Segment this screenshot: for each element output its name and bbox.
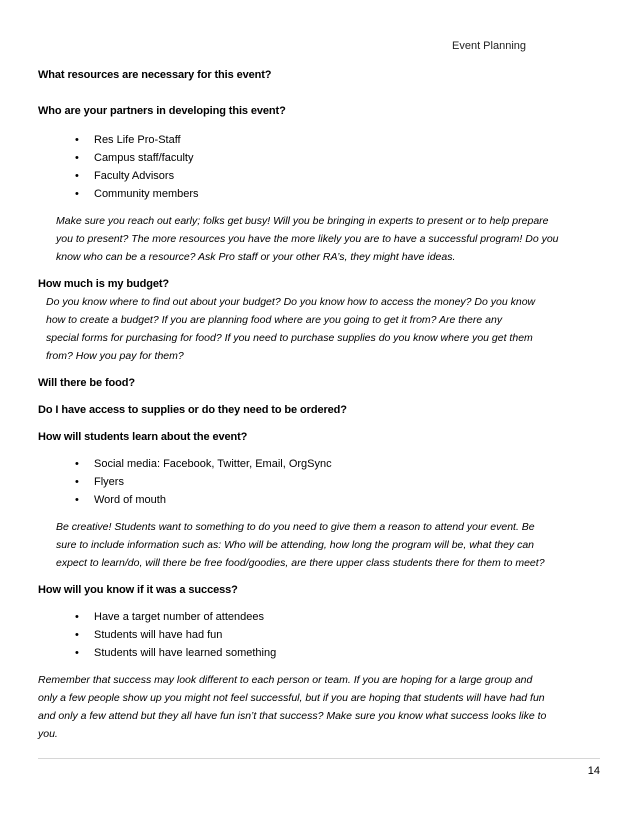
question-food: Will there be food? [38, 377, 135, 389]
success-note [38, 671, 600, 743]
list-item [38, 626, 600, 644]
bullet-icon: • [75, 134, 79, 146]
footer-divider [38, 758, 600, 759]
list-item-text: Social media: Facebook, Twitter, Email, OrgSync [94, 458, 332, 470]
partners-list [38, 131, 600, 203]
bullet-icon: • [75, 152, 79, 164]
note-line: you to present? The more resources you have the more likely you are to have a successful program! Do you [56, 233, 559, 245]
note-line: expect to learn/do, will there be free food/goodies, are there upper class students there for them to meet? [56, 557, 545, 569]
list-item-text: Students will have learned something [94, 647, 277, 659]
bullet-icon: • [75, 494, 79, 506]
note-line: and only a few attend but they all have fun isn’t that success? Make sure you know what success looks like to [38, 710, 547, 722]
list-item-text: Faculty Advisors [94, 170, 175, 182]
bullet-icon: • [75, 647, 79, 659]
question-resources: What resources are necessary for this event? [38, 69, 272, 81]
note-line: how to create a budget? If you are planning food where are you going to get it from? Are there any [46, 314, 503, 326]
list-item-text: Word of mouth [94, 494, 166, 506]
list-item [38, 149, 600, 167]
page-content [38, 66, 600, 743]
question-budget: How much is my budget? [38, 278, 170, 290]
list-item-text: Students will have had fun [94, 629, 223, 641]
list-item-text: Campus staff/faculty [94, 152, 194, 164]
note-line: you. [38, 728, 58, 740]
question-supplies: Do I have access to supplies or do they need to be ordered? [38, 404, 347, 416]
list-item [38, 644, 600, 662]
list-item [38, 473, 600, 491]
note-line: Do you know where to find out about your budget? Do you know how to access the money? Do you know [46, 296, 536, 308]
note-line: Remember that success may look different to each person or team. If you are hoping for a large group and [38, 674, 533, 686]
list-item-text: Community members [94, 188, 199, 200]
learn-note [38, 518, 600, 572]
learn-list [38, 455, 600, 509]
budget-note [38, 293, 600, 365]
question-learn: How will students learn about the event? [38, 431, 248, 443]
note-line: from? How you pay for them? [46, 350, 184, 362]
note-line: special forms for purchasing for food? If you need to purchase supplies do you know where you get them [46, 332, 533, 344]
bullet-icon: • [75, 611, 79, 623]
list-item [38, 185, 600, 203]
bullet-icon: • [75, 476, 79, 488]
question-partners: Who are your partners in developing this event? [38, 105, 286, 117]
note-line: Be creative! Students want to something to do you need to give them a reason to attend your event. Be [56, 521, 535, 533]
page-header: Event Planning [452, 40, 526, 52]
note-line: Make sure you reach out early; folks get busy! Will you be bringing in experts to present or to help prepare [56, 215, 549, 227]
page-number: 14 [587, 765, 600, 777]
success-list [38, 608, 600, 662]
list-item-text: Res Life Pro-Staff [94, 134, 181, 146]
list-item [38, 608, 600, 626]
list-item-text: Flyers [94, 476, 124, 488]
list-item [38, 491, 600, 509]
bullet-icon: • [75, 170, 79, 182]
question-success: How will you know if it was a success? [38, 584, 238, 596]
bullet-icon: • [75, 629, 79, 641]
list-item [38, 167, 600, 185]
bullet-icon: • [75, 458, 79, 470]
list-item [38, 455, 600, 473]
note-line: know who can be a resource? Ask Pro staff or your other RA’s, they might have ideas. [56, 251, 456, 263]
note-line: sure to include information such as: Who will be attending, how long the program will be, what they can [56, 539, 535, 551]
partners-note [38, 212, 600, 266]
note-line: only a few people show up you might not feel successful, but if you are hoping that students will have had fun [38, 692, 545, 704]
list-item [38, 131, 600, 149]
list-item-text: Have a target number of attendees [94, 611, 264, 623]
bullet-icon: • [75, 188, 79, 200]
